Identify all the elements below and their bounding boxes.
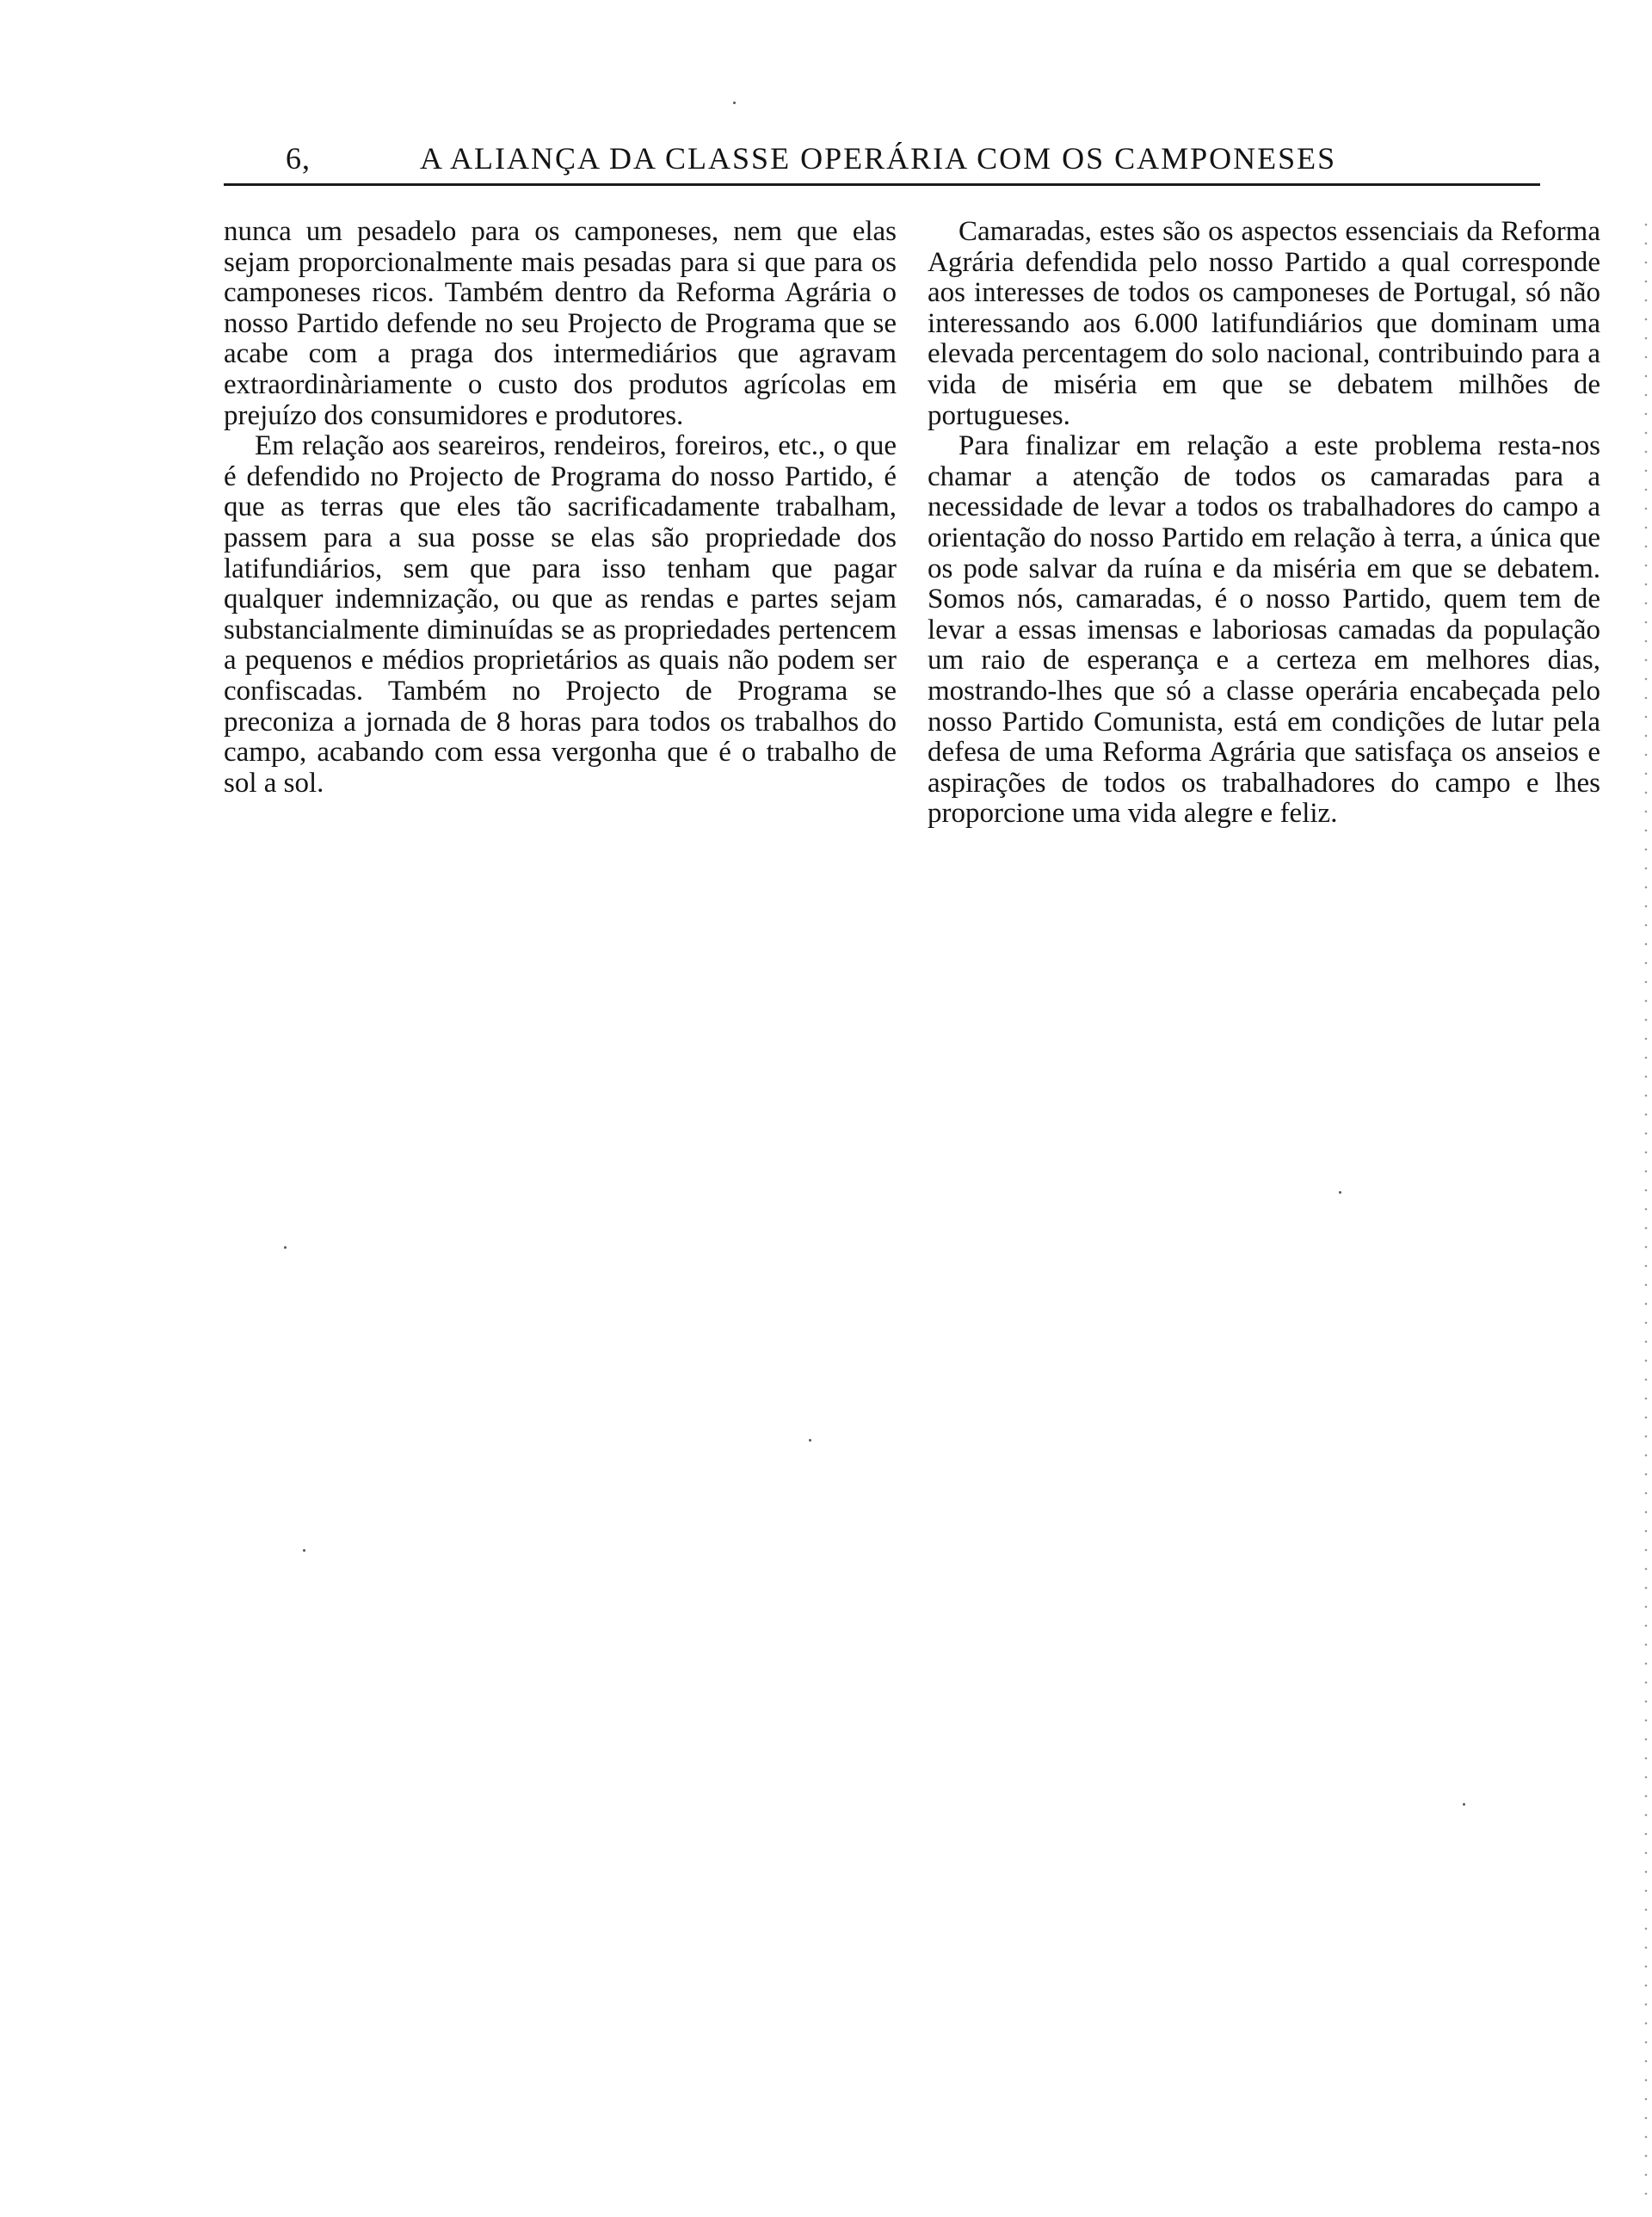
right-paragraph-1: Camaradas, estes são os aspectos essenciais da Reforma Agrária defendida pelo nosso Partido a qual corresponde aos interesses de todos os camponeses de Portugal, só não interessando aos 6.000 latifundiários que dominam uma elevada percentagem do solo nacional, contribuindo para a vida de miséria em que se debatem milhões de portugueses. (928, 216, 1600, 431)
scan-speck (284, 1246, 287, 1249)
scan-speck (1463, 1803, 1465, 1806)
scan-edge-marks (1643, 215, 1649, 2195)
scan-speck (733, 102, 736, 104)
running-title: A ALIANÇA DA CLASSE OPERÁRIA COM OS CAMPONESES (420, 141, 1337, 176)
right-paragraph-2: Para finalizar em relação a este problema resta-nos chamar a atenção de todos os camaradas para a necessidade de levar a todos os trabalhadores do campo a orientação do nosso Partido em relação à terra, a única que os pode salvar da ruína e da miséria em que se debatem. Somos nós, camaradas, é o nosso Partido, quem tem de levar a essas imensas e laboriosas camadas da população um raio de esperança e a certeza em melhores dias, mostrando-lhes que só a classe operária encabeçada pelo nosso Partido Comunista, está em condições de lutar pela defesa de uma Reforma Agrária que satisfaça os anseios e aspirações de todos os trabalhadores do campo e lhes proporcione uma vida alegre e feliz. (928, 430, 1600, 830)
page-number: 6, (286, 141, 311, 176)
scan-speck (1339, 1191, 1341, 1194)
header-rule (224, 183, 1540, 186)
left-paragraph-1: nunca um pesadelo para os camponeses, nem que elas sejam proporcionalmente mais pesadas para si que para os camponeses ricos. Também dentro da Reforma Agrária o nosso Partido defende no seu Projecto de Programa que se acabe com a praga dos intermediários que agravam extraordinàriamente o custo dos produtos agrícolas em prejuízo dos consumidores e produtores. (224, 216, 897, 431)
left-column (224, 217, 897, 799)
left-paragraph-2: Em relação aos seareiros, rendeiros, foreiros, etc., o que é defendido no Projecto de Programa do nosso Partido, é que as terras que eles tão sacrificadamente trabalham, passem para a sua posse se elas são propriedade dos latifundiários, sem que para isso tenham que pagar qualquer indemnização, ou que as rendas e partes sejam substancialmente diminuídas se as propriedades pertencem a pequenos e médios proprietários as quais não podem ser confiscadas. Também no Projecto de Programa se preconiza a jornada de 8 horas para todos os trabalhos do campo, acabando com essa vergonha que é o trabalho de sol a sol. (224, 430, 897, 799)
scan-speck (303, 1549, 305, 1552)
page-header (224, 133, 1540, 183)
right-column (928, 217, 1600, 830)
scan-speck (809, 1439, 811, 1442)
